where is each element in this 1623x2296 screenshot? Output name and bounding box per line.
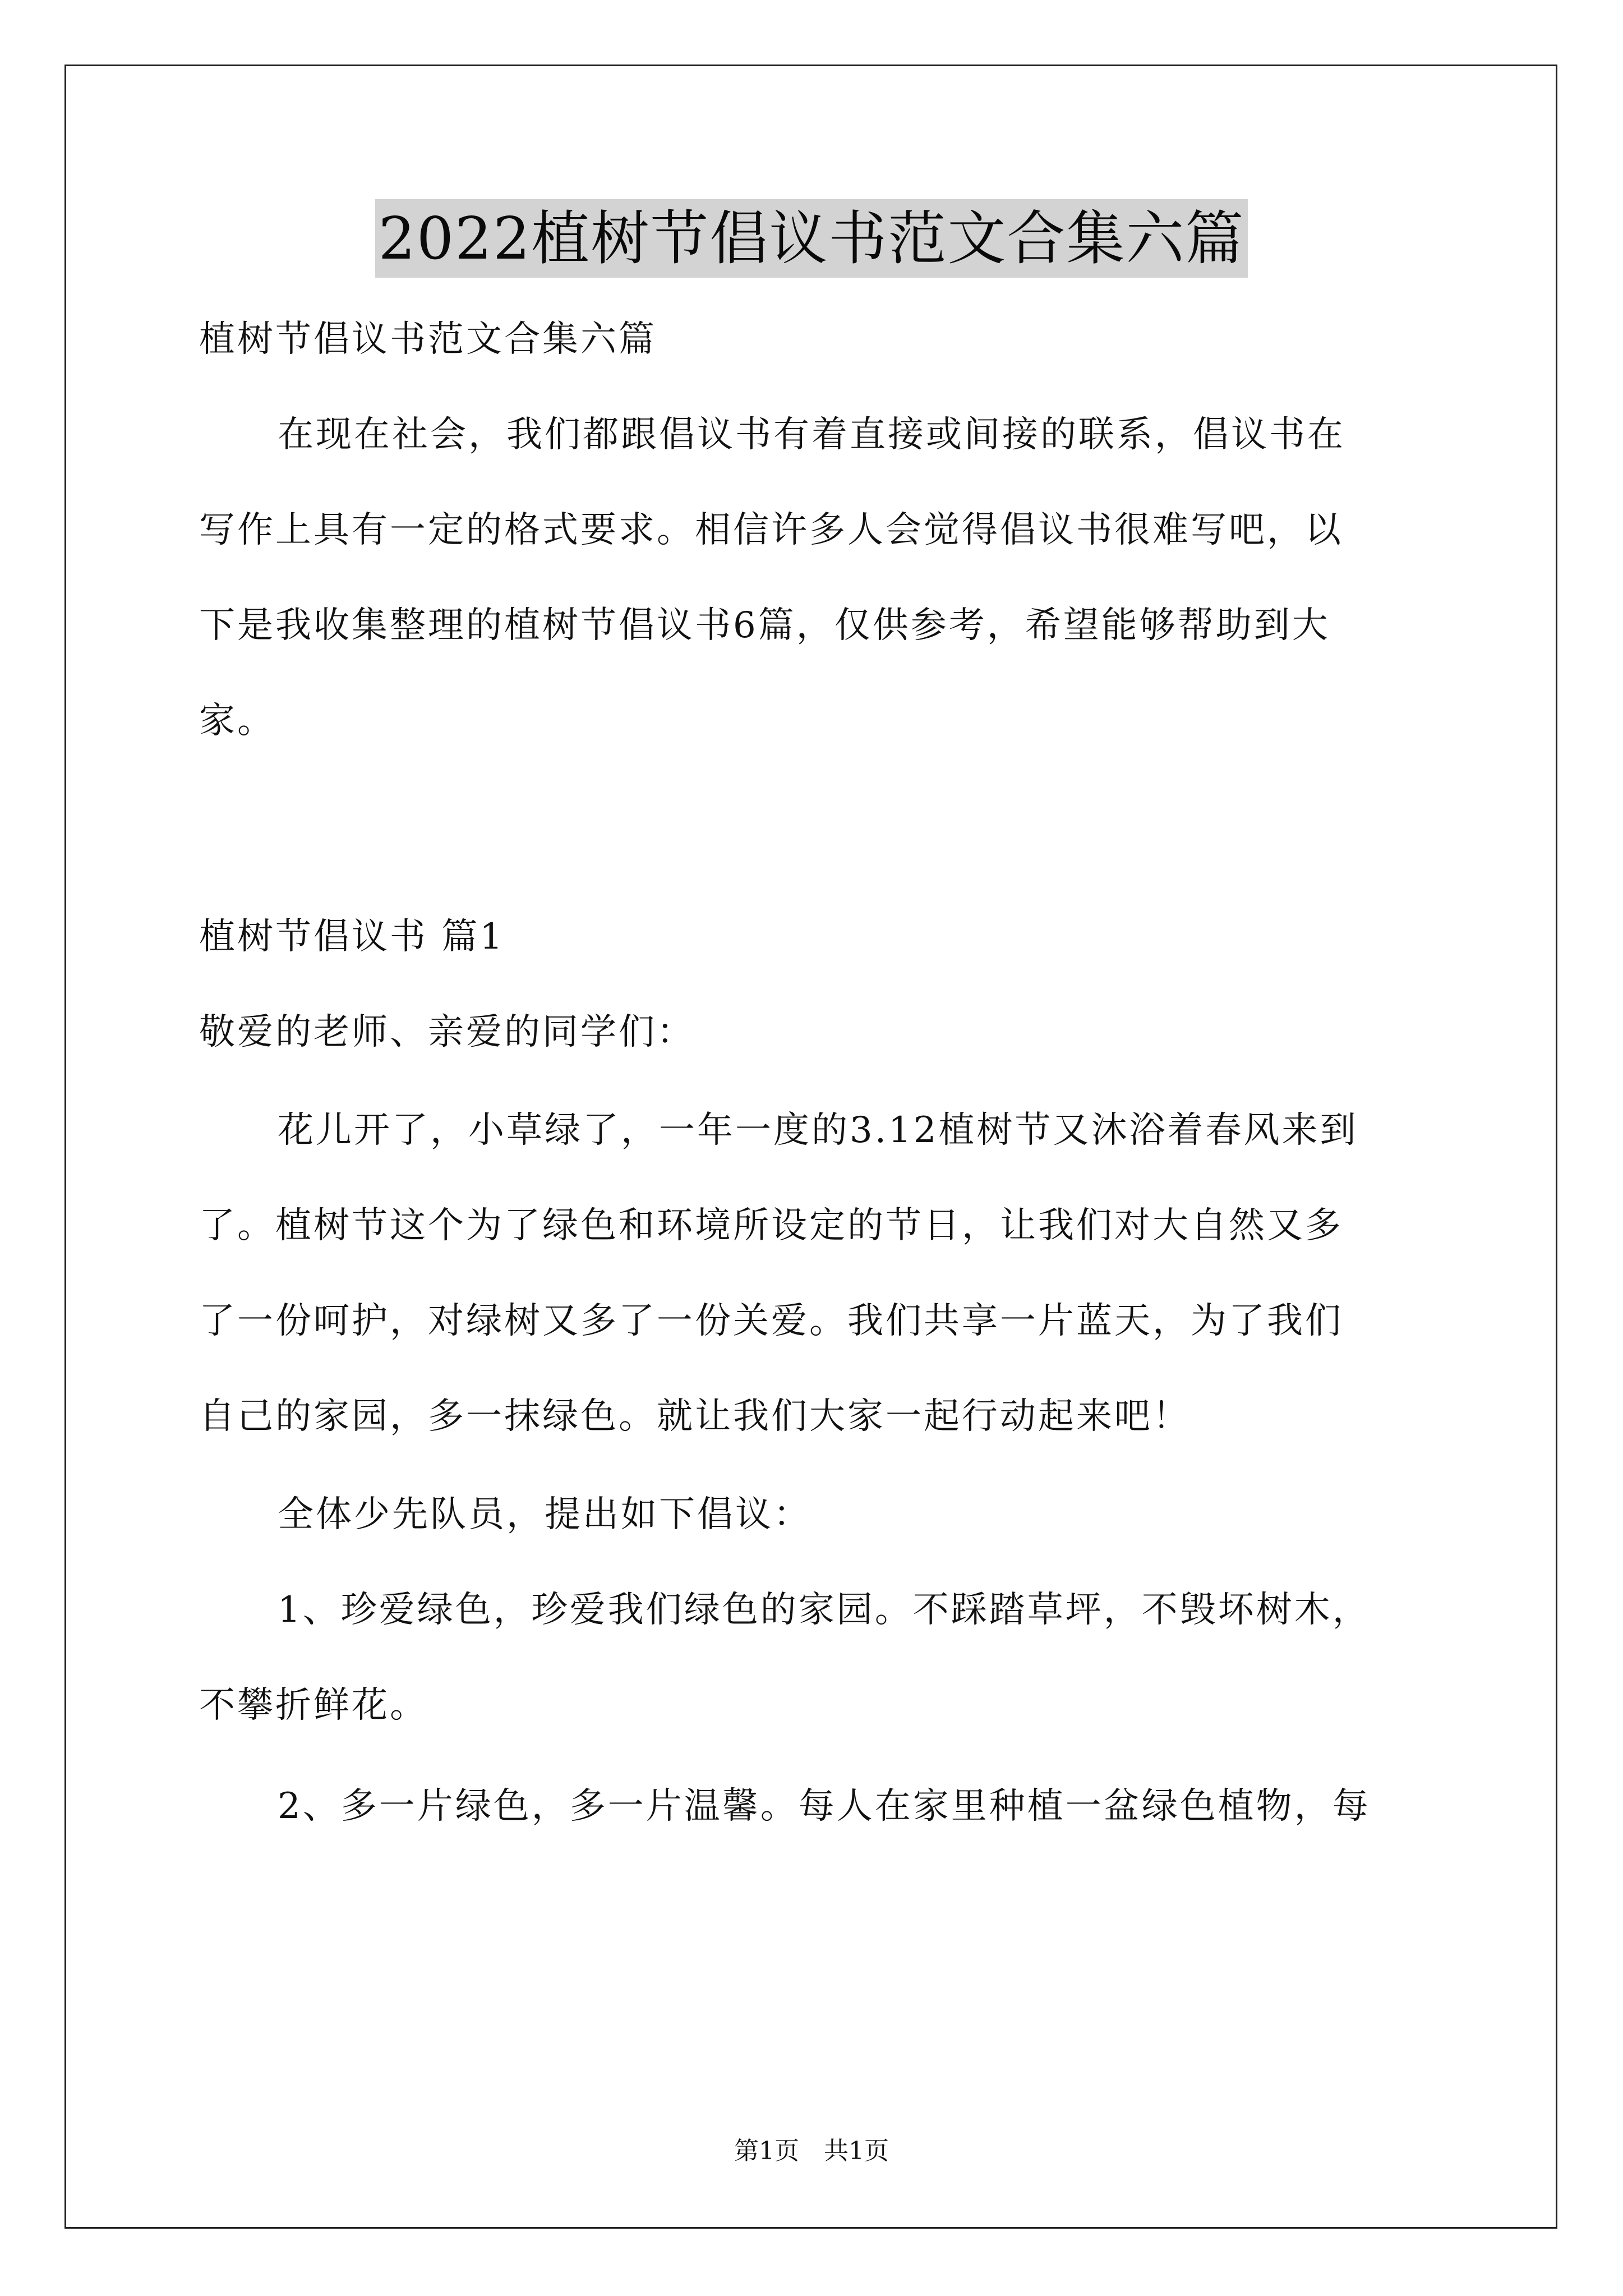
proposal-item-2-line: 2、多一片绿色，多一片温馨。每人在家里种植一盆绿色植物，每 [278,1786,1371,1827]
section-heading: 植树节倡议书 篇1 [199,916,505,958]
body-line: 花儿开了，小草绿了，一年一度的3.12植树节又沐浴着春风来到 [278,1110,1358,1151]
intro-line: 写作上具有一定的格式要求。相信许多人会觉得倡议书很难写吧，以 [199,509,1343,551]
intro-line: 家。 [199,700,275,742]
proposal-item-1-line: 不攀折鲜花。 [199,1685,428,1726]
document-subtitle: 植树节倡议书范文合集六篇 [199,319,657,360]
page-footer: 第1页 共1页 [734,2137,889,2165]
document-title: 2022植树节倡议书范文合集六篇 [375,199,1248,278]
title-wrap [0,199,1623,278]
body-line: 自己的家园，多一抹绿色。就让我们大家一起行动起来吧！ [199,1396,1191,1437]
proposal-item-1-line: 1、珍爱绿色，珍爱我们绿色的家园。不踩踏草坪，不毁坏树木， [278,1589,1371,1631]
intro-line: 下是我收集整理的植树节倡议书6篇，仅供参考，希望能够帮助到大 [199,605,1330,646]
body-line: 了一份呵护，对绿树又多了一份关爱。我们共享一片蓝天，为了我们 [199,1300,1343,1342]
proposal-intro: 全体少先队员，提出如下倡议： [278,1494,811,1535]
salutation: 敬爱的老师、亲爱的同学们： [199,1011,695,1053]
body-line: 了。植树节这个为了绿色和环境所设定的节日，让我们对大自然又多 [199,1205,1343,1246]
intro-line: 在现在社会，我们都跟倡议书有着直接或间接的联系，倡议书在 [278,414,1345,455]
